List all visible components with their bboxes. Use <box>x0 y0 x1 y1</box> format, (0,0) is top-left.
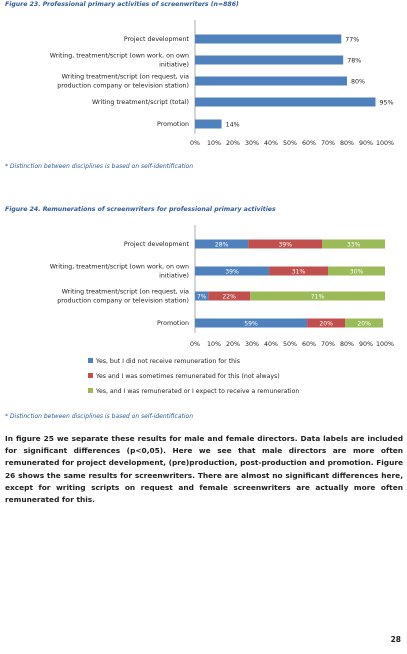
segment-data-label: 20% <box>319 320 333 328</box>
category-label: production company or television station) <box>57 82 189 90</box>
x-tick-label: 0% <box>190 140 200 147</box>
segment-data-label: 31% <box>291 268 306 276</box>
legend-swatch <box>88 388 93 393</box>
bar <box>195 56 343 65</box>
x-tick-label: 50% <box>283 140 297 147</box>
legend-label: Yes, but I did not receive remuneration for this <box>96 358 240 365</box>
x-tick-label: 90% <box>359 341 373 348</box>
x-tick-label: 90% <box>359 140 373 147</box>
figure-24-title: Figure 24. Remunerations of screenwriters for professional primary activities <box>5 206 276 213</box>
category-label: Writing treatment/script (total) <box>91 99 189 107</box>
x-tick-label: 10% <box>207 341 221 348</box>
x-tick-label: 40% <box>264 140 278 147</box>
x-tick-label: 60% <box>302 341 316 348</box>
bar-data-label: 80% <box>351 78 365 86</box>
figure-23-note: * Distinction between disciplines is based on self-identification <box>5 163 194 170</box>
segment-data-label: 33% <box>346 241 361 249</box>
x-tick-label: 30% <box>245 140 259 147</box>
segment-data-label: 20% <box>357 320 371 328</box>
bar <box>195 77 347 86</box>
x-tick-label: 0% <box>190 341 200 348</box>
segment-data-label: 7% <box>196 293 207 301</box>
figure-24-chart <box>0 225 407 410</box>
x-tick-label: 30% <box>245 341 259 348</box>
segment-data-label: 39% <box>278 241 293 249</box>
category-label: Writing treatment/script (on request, via <box>61 288 189 296</box>
legend-label: Yes and I was sometimes remunerated for this (not always) <box>96 373 280 380</box>
segment-data-label: 30% <box>349 268 364 276</box>
x-tick-label: 20% <box>226 140 240 147</box>
category-label: Writing, treatment/script (own work, on own <box>49 263 189 271</box>
figure-24-note: * Distinction between disciplines is based on self-identification <box>5 413 194 420</box>
category-label: initiative) <box>159 272 189 280</box>
x-tick-label: 80% <box>340 341 354 348</box>
bar <box>195 98 376 107</box>
legend-swatch <box>88 373 93 378</box>
x-tick-label: 20% <box>226 341 240 348</box>
segment-data-label: 59% <box>244 320 258 328</box>
body-paragraph: In figure 25 we separate these results for male and female directors. Data labels are included for significant differences (p<0,05). Here we see that male directors are more often remunerated for project development, (pre)production, post-production and promotion. Figure 26 shows the same results for screenwriters. There are almost no significant differences here, except for writing scripts on request and female screenwriters are actually more often remunerated for this. <box>5 434 403 505</box>
bar <box>195 35 341 44</box>
category-label: Promotion <box>156 320 189 328</box>
page-number: 28 <box>390 635 401 644</box>
x-tick-label: 40% <box>264 341 278 348</box>
x-tick-label: 100% <box>375 341 395 348</box>
x-tick-label: 50% <box>283 341 297 348</box>
x-tick-label: 10% <box>207 140 221 147</box>
legend-swatch <box>88 358 93 363</box>
x-tick-label: 70% <box>321 341 335 348</box>
category-label: Writing, treatment/script (own work, on own <box>49 52 189 60</box>
bar-data-label: 14% <box>225 121 240 129</box>
segment-data-label: 28% <box>214 241 229 249</box>
x-tick-label: 60% <box>302 140 316 147</box>
category-label: initiative) <box>159 61 189 69</box>
segment-data-label: 22% <box>222 293 236 301</box>
category-label: Promotion <box>156 121 189 129</box>
category-label: Project development <box>123 36 189 44</box>
x-tick-label: 80% <box>340 140 354 147</box>
category-label: Writing treatment/script (on request, via <box>61 73 189 81</box>
x-tick-label: 100% <box>375 140 395 147</box>
bar-data-label: 95% <box>379 99 394 107</box>
figure-23-chart <box>0 20 407 180</box>
bar-data-label: 77% <box>345 36 360 44</box>
bar-data-label: 78% <box>347 57 362 65</box>
segment-data-label: 71% <box>310 293 325 301</box>
legend-label: Yes, and I was remunerated or I expect to receive a remuneration <box>96 388 300 395</box>
category-label: Project development <box>123 241 189 249</box>
figure-23-title: Figure 23. Professional primary activities of screenwriters (n=886) <box>5 1 239 8</box>
segment-data-label: 39% <box>225 268 239 276</box>
x-tick-label: 70% <box>321 140 335 147</box>
bar <box>195 120 222 129</box>
category-label: production company or television station) <box>57 297 189 305</box>
